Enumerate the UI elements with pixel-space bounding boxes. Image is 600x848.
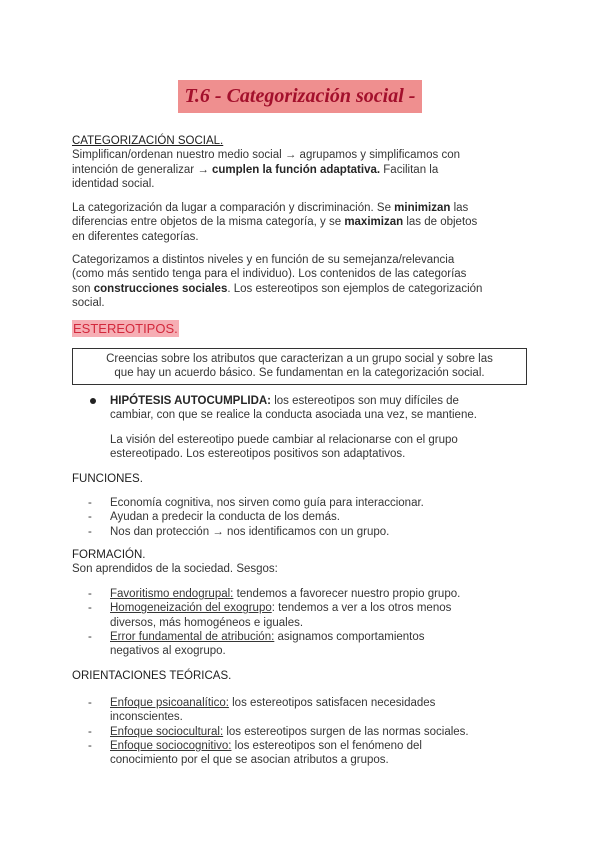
paragraph-text: son bbox=[72, 282, 94, 295]
list-item-continuation: diversos, más homogéneos e iguales. bbox=[110, 616, 304, 629]
section-heading-formacion: FORMACIÓN. bbox=[72, 549, 146, 561]
list-item-continuation: inconscientes. bbox=[110, 711, 183, 724]
list-marker: - bbox=[88, 497, 92, 509]
paragraph-text: las de objetos bbox=[403, 216, 478, 229]
bullet-line: cambiar, con que se realice la conducta asociada una vez, se mantiene. bbox=[110, 409, 477, 422]
paragraph-comparacion bbox=[72, 201, 477, 244]
list-item bbox=[88, 630, 460, 644]
bold-text: maximizan bbox=[344, 216, 404, 229]
definition-line: que hay un acuerdo básico. Se fundamentan en la categorización social. bbox=[114, 367, 485, 380]
list-item-continuation: conocimiento por el que se asocian atributos a grupos. bbox=[110, 754, 389, 767]
section-heading-funciones: FUNCIONES. bbox=[72, 473, 143, 485]
list-marker: - bbox=[88, 697, 92, 709]
list-item bbox=[88, 587, 460, 601]
list-marker: - bbox=[88, 725, 92, 738]
list-marker: - bbox=[88, 739, 92, 752]
list-item-term: Enfoque sociocognitivo: bbox=[110, 739, 232, 752]
paragraph-line: identidad social. bbox=[72, 177, 155, 190]
list-item-term: Homogeneización del exogrupo bbox=[110, 602, 272, 615]
paragraph-vision bbox=[110, 433, 458, 462]
list-item-text: Nos dan protección → nos identificamos con un grupo. bbox=[110, 525, 390, 538]
title-banner bbox=[0, 80, 600, 113]
paragraph-line bbox=[72, 282, 482, 296]
section-categorizacion bbox=[72, 134, 460, 191]
list-marker: - bbox=[88, 602, 92, 615]
paragraph-text: La categorización da lugar a comparación y discriminación. Se bbox=[72, 202, 395, 214]
list-funciones bbox=[88, 496, 424, 539]
list-item-text: Ayudan a predecir la conducta de los demás. bbox=[110, 511, 340, 524]
paragraph-text: las bbox=[450, 202, 469, 214]
definition-box bbox=[72, 348, 527, 385]
list-marker: - bbox=[88, 588, 92, 600]
list-marker: - bbox=[88, 511, 92, 524]
list-item-text: tendemos a favorecer nuestro propio grupo. bbox=[233, 588, 461, 600]
paragraph-line: Son aprendidos de la sociedad. Sesgos: bbox=[72, 563, 278, 576]
paragraph-line bbox=[72, 215, 477, 229]
list-sesgos bbox=[88, 587, 460, 658]
bullet-hipotesis bbox=[110, 394, 477, 423]
bullet-line bbox=[110, 394, 477, 408]
list-item-text: : tendemos a ver a los otros menos bbox=[271, 602, 452, 615]
paragraph-line bbox=[72, 201, 477, 215]
list-item-continuation: negativos al exogrupo. bbox=[110, 645, 226, 658]
list-item-text: los estereotipos surgen de las normas sociales. bbox=[223, 725, 469, 738]
list-item-text: asignamos comportamientos bbox=[274, 630, 425, 643]
paragraph-text: . Los estereotipos son ejemplos de categorización bbox=[227, 282, 483, 295]
bullet-text: los estereotipos son muy difíciles de bbox=[271, 395, 459, 407]
paragraph-line: (como más sentido tenga para el individuo). Los contenidos de las categorías bbox=[72, 268, 467, 281]
section-heading-estereotipos: ESTEREOTIPOS. bbox=[73, 321, 178, 336]
section-formacion bbox=[72, 548, 278, 577]
paragraph-line: en diferentes categorías. bbox=[72, 230, 199, 243]
list-marker: - bbox=[88, 525, 92, 538]
list-item bbox=[88, 725, 469, 739]
paragraph-text: intención de generalizar bbox=[72, 163, 198, 176]
paragraph-line: social. bbox=[72, 296, 105, 309]
list-marker: - bbox=[88, 630, 92, 643]
paragraph-line bbox=[72, 163, 460, 177]
paragraph-line: estereotipado. Los estereotipos positivos son adaptativos. bbox=[110, 448, 406, 461]
list-item-term: Error fundamental de atribución: bbox=[110, 630, 275, 643]
list-item-term: Enfoque psicoanalítico: bbox=[110, 697, 229, 709]
list-item bbox=[88, 696, 469, 710]
list-item-term: Enfoque sociocultural: bbox=[110, 725, 224, 738]
list-item-text: los estereotipos satisfacen necesidades bbox=[228, 697, 436, 709]
list-item bbox=[88, 525, 424, 539]
list-item-text: Economía cognitiva, nos sirven como guía para interaccionar. bbox=[110, 497, 424, 509]
list-item bbox=[88, 496, 424, 510]
bold-text: → cumplen la función adaptativa. bbox=[197, 163, 381, 176]
list-item bbox=[88, 601, 460, 615]
section-heading-categorizacion: CATEGORIZACIÓN SOCIAL. bbox=[72, 135, 224, 147]
page-title: T.6 - Categorización social - bbox=[178, 80, 423, 113]
paragraph-niveles bbox=[72, 253, 482, 310]
list-item-term: Favoritismo endogrupal: bbox=[110, 588, 234, 600]
definition-line: Creencias sobre los atributos que caracterizan a un grupo social y sobre las bbox=[106, 353, 493, 365]
list-item-text: los estereotipos son el fenómeno del bbox=[231, 739, 422, 752]
bold-text: minimizan bbox=[394, 202, 451, 214]
list-item bbox=[88, 510, 424, 524]
paragraph-line: La visión del estereotipo puede cambiar al relacionarse con el grupo bbox=[110, 434, 458, 446]
paragraph-line: Categorizamos a distintos niveles y en función de su semejanza/relevancia bbox=[72, 254, 455, 266]
paragraph-line: Simplifican/ordenan nuestro medio social → agrupamos y simplificamos con bbox=[72, 149, 460, 162]
bullet-icon bbox=[90, 398, 96, 404]
section-heading-orientaciones: ORIENTACIONES TEÓRICAS. bbox=[72, 670, 232, 682]
paragraph-text: Facilitan la bbox=[380, 163, 439, 176]
bold-text: construcciones sociales bbox=[93, 282, 228, 295]
list-orientaciones bbox=[88, 696, 469, 767]
bold-text: HIPÓTESIS AUTOCUMPLIDA: bbox=[110, 395, 272, 407]
list-item bbox=[88, 739, 469, 753]
paragraph-text: diferencias entre objetos de la misma categoría, y se bbox=[72, 216, 345, 229]
